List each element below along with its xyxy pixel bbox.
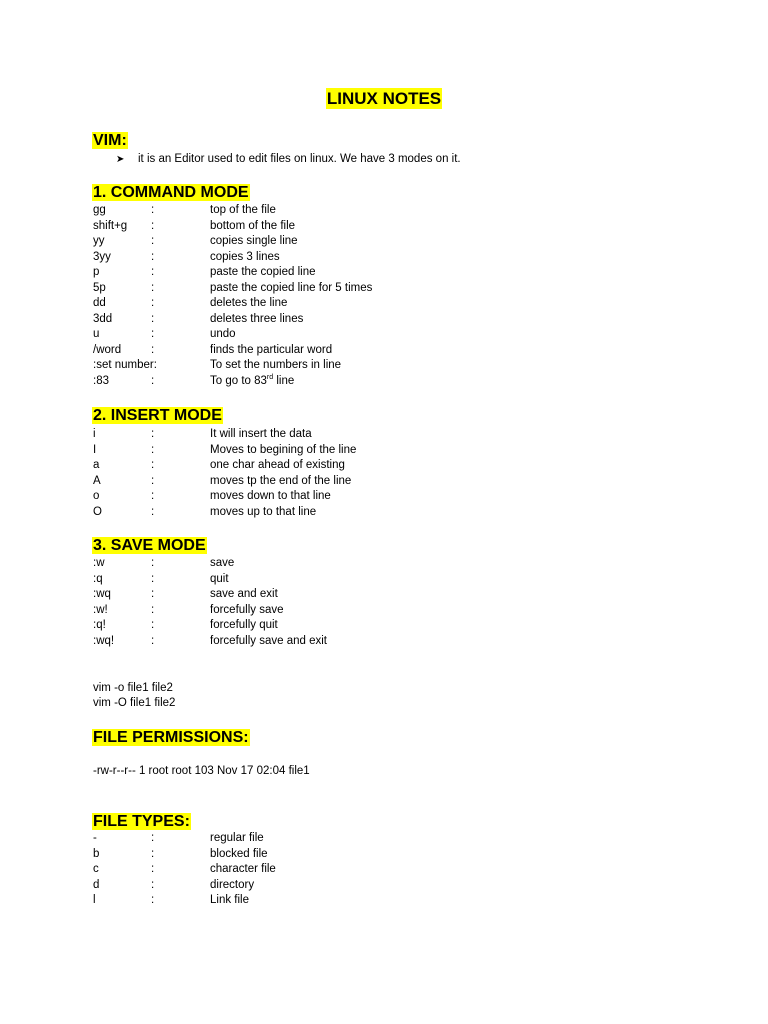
description-text: undo [210, 328, 236, 340]
save-mode-heading [92, 536, 207, 556]
command-key: d [93, 878, 100, 891]
description-text: top of the file [210, 204, 276, 216]
command-key: O [93, 505, 102, 518]
description-text: character file [210, 863, 276, 875]
separator: : [151, 219, 155, 232]
command-description [210, 831, 264, 847]
description-text: copies single line [210, 235, 298, 247]
description-text: regular file [210, 832, 264, 844]
vim-bullet [116, 152, 461, 167]
separator: : [151, 505, 155, 518]
command-key: I [93, 443, 97, 456]
description-text: Link file [210, 894, 249, 906]
command-description [210, 281, 372, 297]
separator: : [151, 374, 155, 387]
command-key: :wq [93, 588, 111, 600]
command-key: u [93, 328, 100, 340]
command-description [210, 203, 276, 219]
command-description [210, 296, 287, 312]
vim-heading [92, 131, 128, 151]
command-description [210, 250, 280, 266]
command-key: 3dd [93, 312, 113, 325]
command-description [210, 265, 316, 281]
separator: : [151, 474, 155, 487]
separator: : [151, 572, 155, 585]
command-description [210, 587, 278, 603]
command-key: A [93, 474, 101, 487]
command-description [210, 618, 278, 634]
save-mode-heading-text: 3. SAVE MODE [93, 537, 206, 554]
file-types-heading-text: FILE TYPES: [93, 813, 190, 830]
insert-mode-heading [92, 406, 223, 426]
separator: : [151, 343, 155, 356]
command-key: p [93, 266, 100, 278]
description-text: bottom of the file [210, 219, 296, 232]
page-title [0, 87, 768, 111]
command-key: :wq! [93, 634, 115, 647]
separator: : [151, 266, 155, 278]
description-text: It will insert the data [210, 428, 312, 440]
description-text: To set the numbers in line [210, 359, 342, 371]
command-key: l [93, 894, 96, 906]
command-mode-heading [92, 183, 250, 203]
separator: : [151, 878, 155, 891]
description-text: deletes three lines [210, 312, 304, 325]
command-key: :q [93, 572, 103, 585]
description-text: forcefully save and exit [210, 634, 327, 647]
command-description [210, 427, 312, 443]
description-text: copies 3 lines [210, 250, 280, 263]
ordinal-suffix: rd [266, 373, 274, 381]
separator: : [151, 603, 155, 616]
command-key: :q! [93, 619, 106, 631]
command-key: o [93, 490, 100, 502]
command-description [210, 847, 268, 863]
command-key: 3yy [93, 250, 111, 263]
arrow-bullet-icon: ➤ [116, 154, 125, 165]
command-key: :set number: [93, 359, 157, 371]
description-text: deletes the line [210, 297, 288, 309]
separator: : [151, 832, 155, 844]
split-command-horizontal: vim -o file1 file2 [93, 682, 173, 694]
description-text: paste the copied line [210, 266, 316, 278]
description-text: Moves to begining of the line [210, 443, 357, 456]
command-description [210, 603, 284, 619]
command-key: c [93, 863, 99, 875]
command-key: /word [93, 343, 122, 356]
command-key: i [93, 428, 96, 440]
command-description [210, 572, 229, 588]
command-key: yy [93, 235, 105, 247]
separator: : [151, 588, 155, 600]
command-description [210, 489, 331, 505]
file-permissions-example: -rw-r--r-- 1 root root 103 Nov 17 02:04 file1 [93, 765, 310, 777]
separator: : [151, 557, 155, 569]
command-description [210, 556, 234, 572]
description-text-after: line [273, 374, 295, 387]
description-text: save [210, 557, 235, 569]
separator: : [151, 250, 155, 263]
description-text: moves down to that line [210, 490, 331, 502]
description-text: paste the copied line for 5 times [210, 281, 373, 294]
command-mode-heading-text: 1. COMMAND MODE [93, 184, 249, 201]
description-text: moves tp the end of the line [210, 474, 352, 487]
separator: : [151, 428, 155, 440]
command-description [210, 443, 356, 459]
file-permissions-heading [92, 728, 250, 748]
separator: : [151, 634, 155, 647]
separator: : [151, 204, 155, 216]
separator: : [151, 863, 155, 875]
page-title-text: LINUX NOTES [326, 89, 442, 108]
command-description [210, 219, 295, 235]
command-description [210, 474, 351, 490]
vim-bullet-text: it is an Editor used to edit files on linux. We have 3 modes on it. [138, 153, 461, 165]
separator: : [151, 328, 155, 340]
command-description [210, 312, 303, 328]
file-permissions-heading-text: FILE PERMISSIONS: [93, 729, 249, 746]
command-description [210, 893, 249, 909]
command-key: gg [93, 204, 106, 216]
description-text: moves up to that line [210, 505, 317, 518]
description-text: finds the particular word [210, 343, 333, 356]
separator: : [151, 459, 155, 471]
split-command-vertical: vim -O file1 file2 [93, 697, 176, 709]
separator: : [151, 281, 155, 294]
command-description [210, 358, 341, 374]
description-text: forcefully quit [210, 619, 278, 631]
command-description [210, 458, 345, 474]
file-types-heading [92, 812, 191, 832]
separator: : [151, 847, 155, 860]
description-text: save and exit [210, 588, 278, 600]
description-text: blocked file [210, 847, 268, 860]
separator: : [151, 619, 155, 631]
command-key: b [93, 847, 100, 860]
description-text: one char ahead of existing [210, 459, 345, 471]
command-key: :w! [93, 603, 108, 616]
command-description [210, 327, 236, 343]
command-description [210, 343, 332, 359]
description-text: To go to 83 [210, 374, 267, 387]
separator: : [151, 297, 155, 309]
description-text: directory [210, 878, 255, 891]
description-text: quit [210, 572, 229, 585]
separator: : [151, 312, 155, 325]
separator: : [151, 490, 155, 502]
command-key: dd [93, 297, 106, 309]
command-description [210, 374, 294, 390]
command-key: 5p [93, 281, 106, 294]
command-key: :w [93, 557, 105, 569]
command-description [210, 505, 316, 521]
command-description [210, 878, 254, 894]
command-description [210, 634, 327, 650]
command-key: shift+g [93, 219, 128, 232]
vim-heading-text: VIM: [93, 132, 127, 149]
separator: : [151, 235, 155, 247]
command-description [210, 862, 276, 878]
description-text: forcefully save [210, 603, 284, 616]
insert-mode-heading-text: 2. INSERT MODE [93, 407, 222, 424]
command-description [210, 234, 298, 250]
command-key: a [93, 459, 100, 471]
separator: : [151, 443, 155, 456]
command-key: - [93, 832, 97, 844]
separator: : [151, 894, 155, 906]
command-key: :83 [93, 374, 109, 387]
